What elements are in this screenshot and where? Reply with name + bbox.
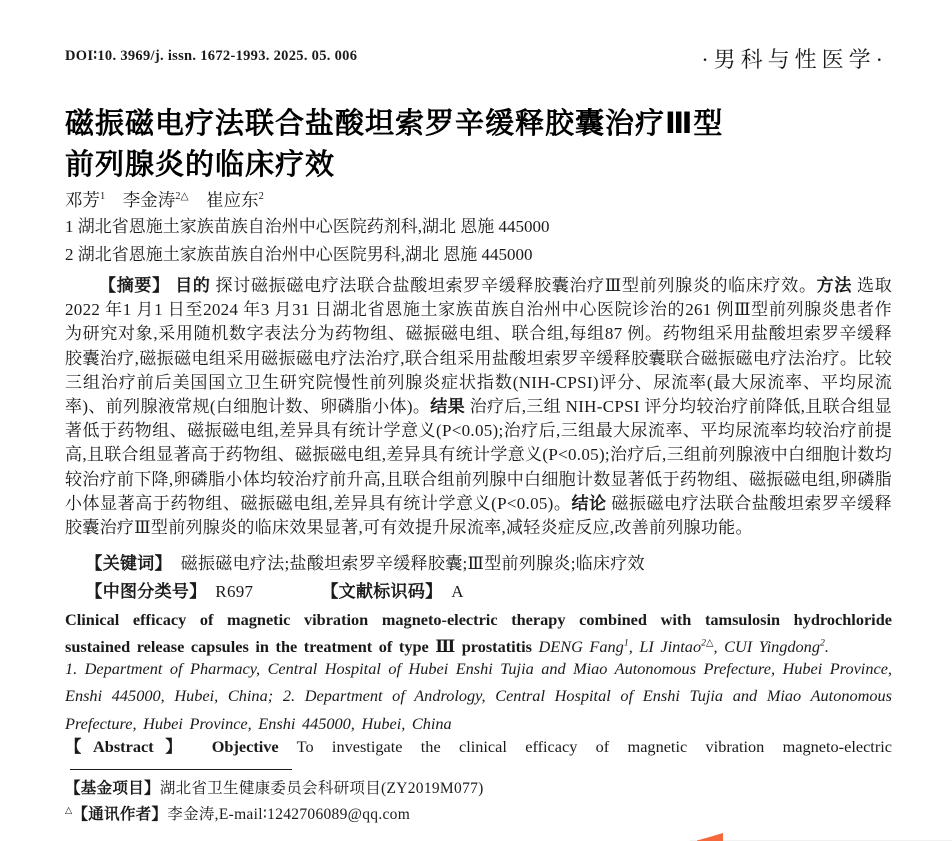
footnote-divider <box>70 769 292 770</box>
article-title-line-2: 前列腺炎的临床疗效 <box>65 149 336 181</box>
document-code: 【文献标识码】 A <box>321 582 464 601</box>
classification-line <box>65 577 892 602</box>
page-footer-swoosh-icon <box>690 826 750 841</box>
affiliation-cn-2: 2 湖北省恩施土家族苗族自治州中心医院男科,湖北 恩施 445000 <box>65 244 533 264</box>
affiliation-cn-1: 1 湖北省恩施土家族苗族自治州中心医院药剂科,湖北 恩施 445000 <box>65 217 550 236</box>
footnotes <box>65 776 892 827</box>
english-affiliations: 1. Department of Pharmacy, Central Hospital of Hubei Enshi Tujia and Miao Autonomous Prefecture, Hubei Province, Enshi 445000, Hubei, China; 2. Department of Andrology, Central Hospital of Enshi Tujia and Miao Autonomous Prefecture, Hubei Province, Enshi 445000, Hubei, China <box>65 659 892 733</box>
abstract-cn: 【摘要】 目的 探讨磁振磁电疗法联合盐酸坦索罗辛缓释胶囊治疗Ⅲ型前列腺炎的临床疗效。方法 选取2022 年1 月1 日至2024 年3 月31 日湖北省恩施土家族苗族自治州中心医院诊治的261 例Ⅲ型前列腺炎患者作为研究对象,采用随机数字表法分为药物组、磁振磁电组、联合组,每组87 例。药物组采用盐酸坦索罗辛缓释胶囊治疗,磁振磁电组采用磁振磁电疗法治疗,联合组采用盐酸坦索罗辛缓释胶囊联合磁振磁电疗法治疗。比较三组治疗前后美国国立卫生研究院慢性前列腺炎症状指数(NIH-CPSI)评分、尿流率(最大尿流率、平均尿流率)、前列腺液常规(白细胞计数、卵磷脂小体)。结果 治疗后,三组 NIH-CPSI 评分均较治疗前降低,且联合组显著低于药物组、磁振磁电组,差异具有统计学意义(P<0.05);治疗后,三组最大尿流率、平均尿流率均较治疗前提高,且联合组显著高于药物组、磁振磁电组,差异具有统计学意义(P<0.05);治疗后,三组前列腺液中白细胞计数均较治疗前下降,卵磷脂小体均较治疗前升高,且联合组前列腺中白细胞计数显著低于药物组、磁振磁电组,卵磷脂小体显著高于药物组、磁振磁电组,差异具有统计学意义(P<0.05)。结论 磁振磁电疗法联合盐酸坦索罗辛缓释胶囊治疗Ⅲ型前列腺炎的临床效果显著,可有效提升尿流率,减轻炎症反应,改善前列腺功能。 <box>65 276 892 538</box>
affiliations-cn <box>65 213 550 268</box>
keywords-line: 【关键词】 磁振磁电疗法;盐酸坦索罗辛缓释胶囊;Ⅲ型前列腺炎;临床疗效 <box>85 554 645 573</box>
article-title <box>65 104 895 186</box>
fund-footnote: 【基金项目】湖北省卫生健康委员会科研项目(ZY2019M077) <box>65 780 484 797</box>
doi-text: DOI∶10. 3969/j. issn. 1672-1993. 2025. 05. 006 <box>65 48 358 64</box>
english-title-and-authors: Clinical efficacy of magnetic vibration magneto-electric therapy combined with tamsulosin hydrochloride sustained release capsules in the treatment of type Ⅲ prostatitis DENG Fang$^1$, LI Jintao$^{2\triangle}$, CUI Yingdong$^2$. <box>65 610 892 657</box>
authors-cn: 邓芳$^1$ 李金涛$^{2\triangle}$ 崔应东$^2$ <box>65 190 264 210</box>
journal-section-label: ·男科与性医学· <box>701 47 888 72</box>
corresponding-author-footnote: △【通讯作者】李金涛,E-mail∶1242706089@qq.com <box>65 805 411 823</box>
article-title-line-1: 磁振磁电疗法联合盐酸坦索罗辛缓释胶囊治疗Ⅲ型 <box>65 108 724 140</box>
clc-number: 【中图分类号】 R697 <box>85 582 254 601</box>
english-abstract-first-line: 【Abstract】 Objective To investigate the clinical efficacy of magnetic vibration magneto-electric <box>65 737 892 756</box>
swoosh-shape <box>697 833 723 841</box>
